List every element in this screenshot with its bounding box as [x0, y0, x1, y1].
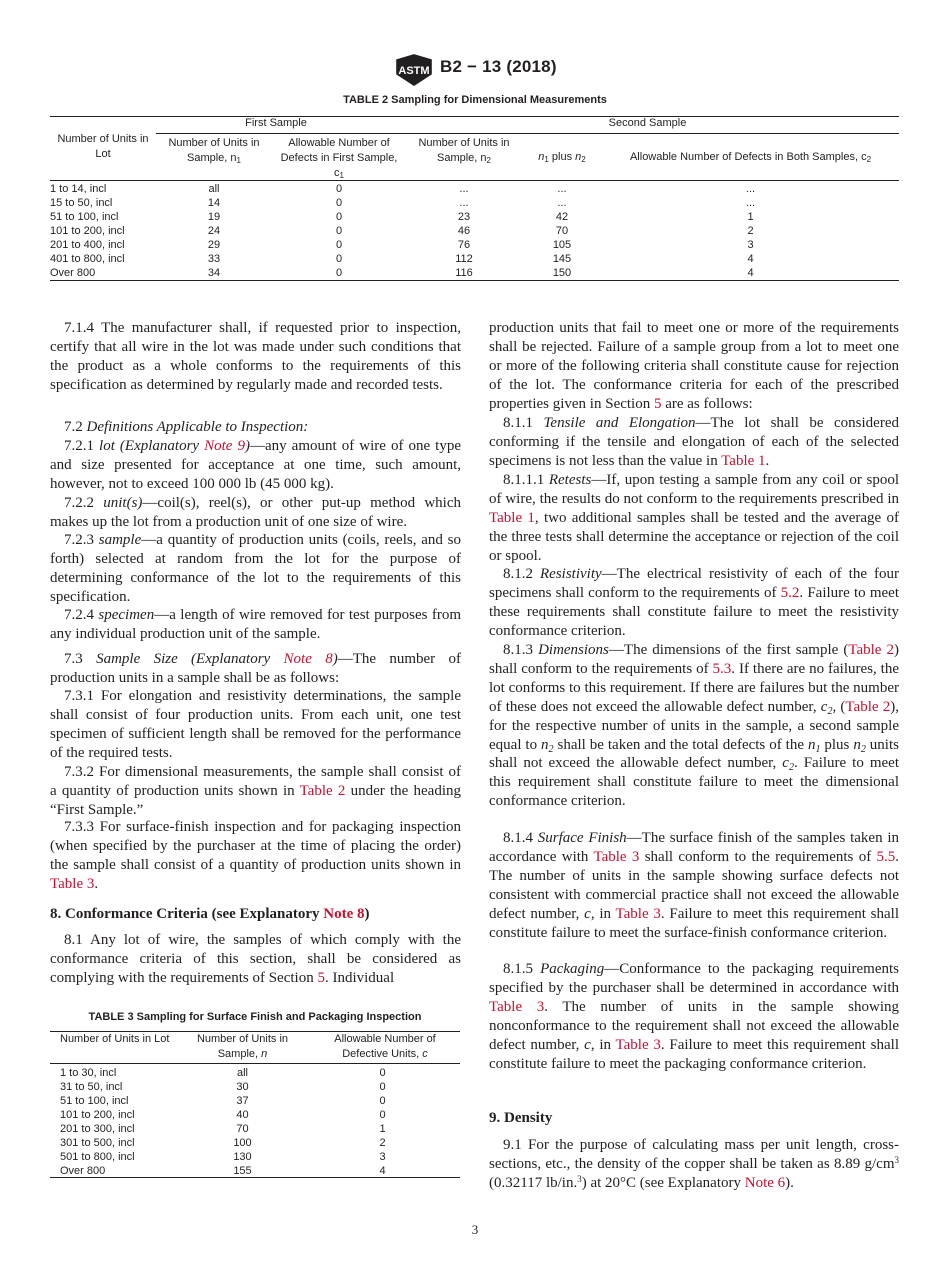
table2-col-n1-plus-n2: $n_1$ plus $n_2$ [538, 151, 586, 164]
table2-cell: ... [745, 197, 756, 209]
table3-cell: 30 [236, 1081, 249, 1093]
table2-cell: 51 to 100, incl [50, 211, 119, 223]
table2-cell: 4 [747, 267, 754, 279]
para-7-2-4: 7.2.4 specimen—a length of wire removed for test purposes from any individual production unit of the sample. [50, 607, 461, 642]
table2-cell: 0 [335, 239, 343, 251]
table2-cell: 29 [207, 239, 221, 251]
note-6-link[interactable]: Note 6 [744, 1174, 786, 1191]
table3-cell: 201 to 300, incl [60, 1123, 135, 1135]
section-9-heading: 9. Density [489, 1110, 553, 1126]
table3-cell: 51 to 100, incl [60, 1095, 129, 1107]
table2-cell: 46 [457, 225, 471, 237]
table2-cell: 0 [335, 211, 343, 223]
table2-cell: 1 to 14, incl [50, 183, 107, 195]
table3-cell: 4 [379, 1165, 386, 1177]
table2-cell: 116 [455, 267, 473, 279]
table2-cell: 401 to 800, incl [50, 253, 125, 265]
table3-col-lot: Number of Units in Lot [60, 1033, 170, 1045]
table2-cell: 33 [207, 253, 221, 265]
table3-cell: 100 [233, 1137, 252, 1149]
para-8-1-continued: production units that fail to meet one or more of the requirements shall be rejected. Failure of a sample group from a lot to meet one or more of the following criteria shall constitute cause for rejection of the lot. The conformance criteria for each of the prescribed properties given in Section 5 are as follows: [489, 320, 899, 412]
table-3-link-4[interactable]: Table 3 [489, 998, 545, 1015]
para-8-1-3: 8.1.3 Dimensions—The dimensions of the first sample (Table 2) shall conform to the requirements of 5.3. If there are no failures, the lot conforms to this requirement. If there are failures but the number of these does not exceed the allowable defect number, $c_2$, (Table 2), for the respective number of units in the sample, a second sample equal to $n_2$ shall be taken and the total defects of the $n_1$ plus $n_2$ units shall not exceed the allowable defect number, $c_2$. Failure to meet this requirement shall constitute failure to meet the dimensional conformance criterion. [489, 642, 899, 810]
para-7-2-1: 7.2.1 lot (Explanatory Note 9)—any amount of wire of one type and size presented for acceptance at one time, such amount, however, not to exceed 100 000 lb (45 000 kg). [50, 438, 461, 492]
table2-cell: ... [459, 183, 469, 195]
para-7-2-3: 7.2.3 sample—a quantity of production units (coils, reels, and so forth) selected at random from the lot for the purpose of determining conformance of the lot to the requirements of this specification. [50, 532, 461, 605]
section-5-3-link[interactable]: 5.3 [712, 660, 732, 677]
table2-cell: ... [459, 197, 469, 209]
table3-cell: 155 [233, 1165, 252, 1177]
table2-cell: 0 [335, 267, 343, 279]
table-3-link-2[interactable]: Table 3 [593, 848, 640, 865]
section-5-link[interactable]: 5 [317, 969, 325, 986]
para-8-1-2: 8.1.2 Resistivity—The electrical resistivity of each of the four specimens shall conform to the requirements of 5.2. Failure to meet these requirements shall constitute failure to meet the resistivity conformance criterion. [489, 566, 899, 639]
table2-cell: 14 [207, 197, 221, 209]
table3-cell: 301 to 500, incl [60, 1137, 135, 1149]
table2-cell: 201 to 400, incl [50, 239, 125, 251]
table2-cell: 0 [335, 253, 343, 265]
table3-cell: 501 to 800, incl [60, 1151, 135, 1163]
table2-cell: 76 [457, 239, 471, 251]
table2-cell: 150 [552, 267, 572, 279]
para-7-3-1: 7.3.1 For elongation and resistivity determinations, the sample shall consist of four production units. From each unit, one test specimen of sufficient length shall be removed for the performance of the required tests. [50, 688, 461, 761]
para-8-1-5: 8.1.5 Packaging—Conformance to the packaging requirements specified by the purchaser shall be determined in accordance with Table 3. The number of units in the sample showing nonconformance to the requirement shall not exceed the allowable defect number, c, in Table 3. Failure to meet this requirement shall constitute failure to meet the packaging conformance criterion. [489, 961, 900, 1072]
table-2-link[interactable]: Table 2 [299, 782, 346, 799]
para-7-1-4: 7.1.4 The manufacturer shall, if requested prior to inspection, certify that all wire in the lot was made under such conditions that the product as a whole conforms to the requirements of this specification as determined by regularly made and recorded tests. [50, 320, 461, 393]
para-8-1-1-1: 8.1.1.1 Retests—If, upon testing a sample from any coil or spool of wire, the results do not conform to the requirements prescribed in Table 1, two additional samples shall be tested and the average of the three tests shall determine the acceptance or rejection of the coil or spool. [489, 472, 900, 564]
table3-header-rule [50, 1063, 460, 1064]
section-5-5-link[interactable]: 5.5 [876, 848, 896, 865]
table3-col-c: Allowable Number of Defective Units, c [334, 1033, 436, 1060]
para-7-2-2: 7.2.2 unit(s)—coil(s), reel(s), or other put-up method which makes up the lot from a production unit of one size of wire. [50, 495, 461, 530]
table2-cell: ... [557, 197, 567, 209]
table2-cell: 101 to 200, incl [50, 225, 125, 237]
table2-cell: 0 [335, 225, 343, 237]
table3-title: TABLE 3 Sampling for Surface Finish and Packaging Inspection [88, 1011, 422, 1023]
table2-cell: 2 [747, 225, 754, 237]
table3-cell: 0 [379, 1095, 386, 1107]
table2-cell: 4 [747, 253, 754, 265]
table-1-link[interactable]: Table 1 [721, 452, 766, 469]
table3-cell: 101 to 200, incl [60, 1109, 135, 1121]
table2-group-first: First Sample [245, 117, 307, 129]
table2-bottom-rule [50, 280, 899, 281]
para-7-3: 7.3 Sample Size (Explanatory Note 8)—The number of production units in a sample shall be as follows: [50, 651, 461, 686]
page-header [0, 50, 950, 90]
table2-cell: 112 [455, 253, 473, 265]
table2-cell: ... [745, 183, 756, 195]
table2-header-rule [50, 180, 899, 181]
table2-cell: 19 [207, 211, 221, 223]
table2-cell: 145 [552, 253, 572, 265]
table2-cell: ... [557, 183, 567, 195]
note-8-heading-link[interactable]: Note 8 [323, 906, 365, 922]
table3-col-n: Number of Units in Sample, n [196, 1033, 289, 1060]
svg-text:ASTM: ASTM [398, 65, 430, 77]
section-5-link-2[interactable]: 5 [653, 395, 662, 412]
table-3-link-3[interactable]: Table 3 [615, 905, 661, 922]
table2-col-c1: Allowable Number of Defects in First Sample, $c_1$ [280, 137, 398, 180]
para-7-3-3: 7.3.3 For surface-finish inspection and for packaging inspection (when specified by the purchaser at the time of placing the order) the sample shall consist of a quantity of production units shown in Table 3. [50, 819, 461, 892]
table3-cell: 130 [233, 1151, 252, 1163]
table2-cell: Over 800 [50, 267, 96, 279]
table2-col-c2: Allowable Number of Defects in Both Samples, $c_2$ [629, 151, 872, 164]
table2-cell: 0 [335, 197, 343, 209]
table2-title: TABLE 2 Sampling for Dimensional Measurements [343, 94, 607, 106]
table2-cell: 0 [335, 183, 343, 195]
para-8-1-1: 8.1.1 Tensile and Elongation—The lot shall be considered conforming if the tensile and elongation of each of the selected specimens is not less than the value in Table 1. [489, 415, 899, 469]
table3-cell: 1 [379, 1123, 386, 1135]
table3-cell: 2 [379, 1137, 386, 1149]
table2-cell: 23 [457, 211, 471, 223]
table2-cell: 105 [552, 239, 572, 251]
table3-cell: 1 to 30, incl [60, 1067, 117, 1079]
table-1-link-2[interactable]: Table 1 [489, 509, 535, 526]
table3-cell: 0 [379, 1067, 386, 1079]
table-2-link-3[interactable]: Table 2 [845, 698, 891, 715]
table-3-link[interactable]: Table 3 [50, 875, 95, 892]
para-8-1: 8.1 Any lot of wire, the samples of which comply with the conformance criteria of this section, shall be considered as complying with the requirements of Section 5. Individual [50, 932, 461, 986]
table3 [50, 1029, 460, 1179]
section-5-2-link[interactable]: 5.2 [780, 584, 800, 601]
table2-col-lot: Number of Units in Lot [57, 133, 149, 160]
para-8-1-4: 8.1.4 Surface Finish—The surface finish of the samples taken in accordance with Table 3 shall conform to the requirements of 5.5. The number of units in the sample showing surface defects not consistent with commercial practice shall not exceed the allowable defect number, c, in Table 3. Failure to meet this requirement shall constitute failure to meet the surface-finish conformance criterion. [489, 830, 900, 941]
document-designation: B2 − 13 (2018) [440, 57, 557, 76]
section-8-heading: 8. Conformance Criteria (see Explanatory Note 8) [50, 906, 370, 922]
table2-cell: 24 [207, 225, 221, 237]
table3-cell: Over 800 [60, 1165, 106, 1177]
table3-cell: all [236, 1067, 248, 1079]
para-7-2: 7.2 Definitions Applicable to Inspection: [64, 419, 309, 435]
table2-cell: 15 to 50, incl [50, 197, 113, 209]
note-9-link[interactable]: Note 9 [204, 438, 245, 454]
page-number: 3 [471, 1222, 479, 1237]
table-2-link-2[interactable]: Table 2 [848, 642, 894, 658]
table3-cell: 40 [236, 1109, 249, 1121]
table3-cell: 0 [379, 1081, 386, 1093]
table2-cell: 70 [555, 225, 569, 237]
table2-cell: 34 [207, 267, 221, 279]
table2-cell: 42 [555, 211, 569, 223]
table3-cell: 31 to 50, incl [60, 1081, 123, 1093]
table2-col-n1: Number of Units in Sample, $n_1$ [168, 137, 260, 165]
table3-cell: 37 [236, 1095, 249, 1107]
table2 [50, 112, 899, 284]
table-3-link-5[interactable]: Table 3 [615, 1036, 661, 1053]
para-9-1: 9.1 For the purpose of calculating mass per unit length, cross-sections, etc., the density of the copper shall be taken as 8.89 $g/cm^3$ (0.32117 lb/in.$^3$) at 20°C (see Explanatory Note 6). [489, 1137, 899, 1191]
table2-group-second: Second Sample [608, 117, 687, 129]
table3-cell: 3 [379, 1151, 386, 1163]
note-8-link[interactable]: Note 8 [283, 651, 333, 667]
table2-cell: 3 [747, 239, 754, 251]
astm-logo-icon [393, 54, 435, 86]
table2-cell: 1 [747, 211, 754, 223]
table2-col-n2: Number of Units in Sample, $n_2$ [418, 137, 510, 165]
table3-cell: 70 [236, 1123, 249, 1135]
table2-cell: all [208, 183, 220, 195]
para-7-3-2: 7.3.2 For dimensional measurements, the sample shall consist of a quantity of production units shown in Table 2 under the heading “First Sample.” [50, 764, 461, 818]
table2-group-rule [156, 133, 899, 134]
table3-cell: 0 [379, 1109, 386, 1121]
